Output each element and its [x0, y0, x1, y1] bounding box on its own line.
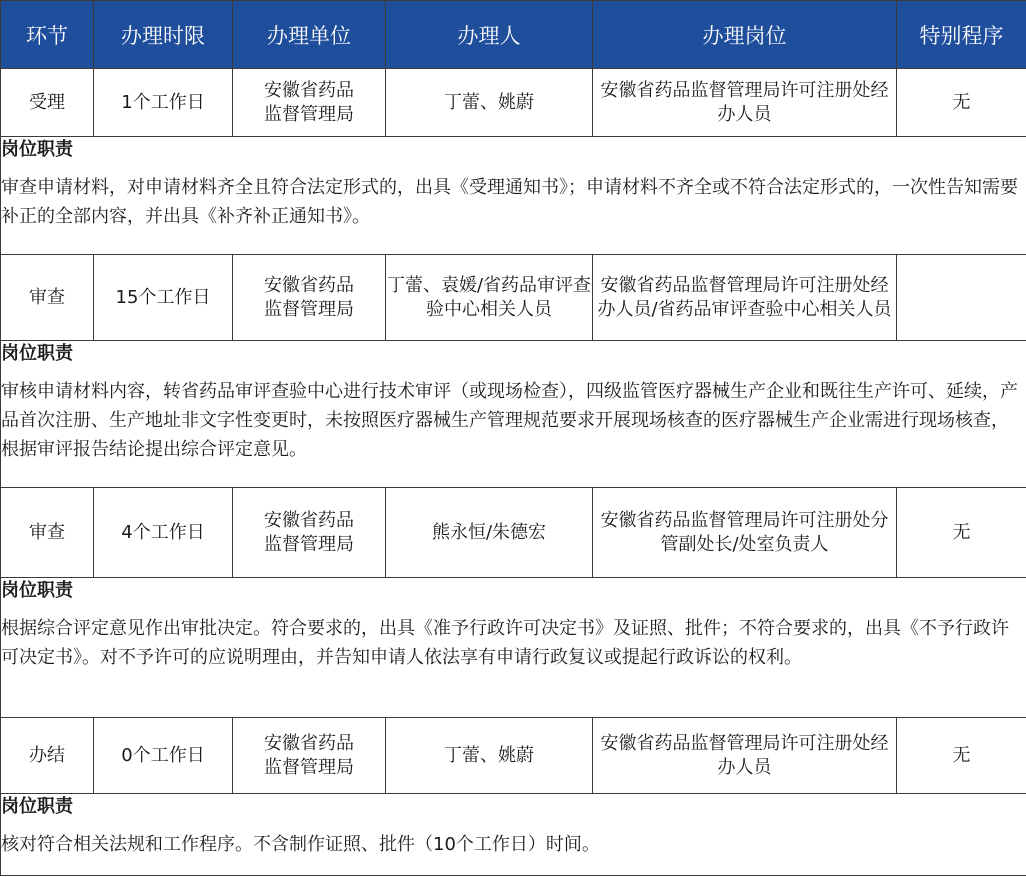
header-unit: 办理单位 [233, 1, 386, 69]
stage-cell: 审查 [1, 255, 94, 341]
time-limit-cell: 15个工作日 [94, 255, 233, 341]
unit-cell [233, 488, 386, 578]
unit-line: 监督管理局 [264, 756, 354, 778]
unit-cell [233, 718, 386, 794]
time-limit-cell: 0个工作日 [94, 718, 233, 794]
handler-cell: 熊永恒/朱德宏 [386, 488, 593, 578]
duty-cell [1, 341, 1026, 488]
handler-cell: 丁蕾、姚蔚 [386, 718, 593, 794]
duty-text: 审核申请材料内容，转省药品审评查验中心进行技术审评（或现场检查），四级监管医疗器械生产企业和既往生产许可、延续，产品首次注册、生产地址非文字性变更时，未按照医疗器械生产管理规范要求开展现场核查的医疗器械生产企业需进行现场核查，根据审评报告结论提出综合评定意见。 [1, 381, 1018, 460]
unit-line: 安徽省药品 [264, 732, 354, 754]
unit-cell [233, 255, 386, 341]
stage-cell: 受理 [1, 69, 94, 137]
unit-line: 安徽省药品 [264, 79, 354, 101]
duty-title: 岗位职责 [1, 343, 73, 364]
duty-title: 岗位职责 [1, 580, 73, 601]
stage-cell: 办结 [1, 718, 94, 794]
special-cell: 无 [897, 69, 1026, 137]
position-cell: 安徽省药品监督管理局许可注册处经办人员 [593, 69, 897, 137]
unit-cell [233, 69, 386, 137]
table-row [1, 255, 1026, 341]
duty-title: 岗位职责 [1, 796, 73, 817]
unit-line: 监督管理局 [264, 298, 354, 320]
header-position: 办理岗位 [593, 1, 897, 69]
time-limit-cell: 4个工作日 [94, 488, 233, 578]
stage-cell: 审查 [1, 488, 94, 578]
time-limit-cell: 1个工作日 [94, 69, 233, 137]
table-row [1, 718, 1026, 794]
table-row [1, 488, 1026, 578]
unit-line: 监督管理局 [264, 533, 354, 555]
special-cell: 无 [897, 488, 1026, 578]
unit-line: 安徽省药品 [264, 274, 354, 296]
position-cell: 安徽省药品监督管理局许可注册处分管副处长/处室负责人 [593, 488, 897, 578]
header-stage: 环节 [1, 1, 94, 69]
duty-row [1, 341, 1026, 488]
position-cell: 安徽省药品监督管理局许可注册处经办人员/省药品审评查验中心相关人员 [593, 255, 897, 341]
unit-line: 安徽省药品 [264, 509, 354, 531]
header-row [1, 1, 1026, 69]
handler-cell: 丁蕾、袁媛/省药品审评查验中心相关人员 [386, 255, 593, 341]
handler-cell: 丁蕾、姚蔚 [386, 69, 593, 137]
duty-cell [1, 137, 1026, 255]
header-time-limit: 办理时限 [94, 1, 233, 69]
position-cell: 安徽省药品监督管理局许可注册处经办人员 [593, 718, 897, 794]
duty-cell [1, 578, 1026, 718]
duty-row [1, 578, 1026, 718]
duty-text: 审查申请材料，对申请材料齐全且符合法定形式的，出具《受理通知书》；申请材料不齐全或不符合法定形式的，一次性告知需要补正的全部内容，并出具《补齐补正通知书》。 [1, 177, 1018, 227]
duty-text: 核对符合相关法规和工作程序。不含制作证照、批件（10个工作日）时间。 [1, 834, 600, 855]
duty-cell [1, 794, 1026, 876]
duty-title: 岗位职责 [1, 139, 73, 160]
header-handler: 办理人 [386, 1, 593, 69]
special-cell [897, 255, 1026, 341]
table-row [1, 69, 1026, 137]
unit-line: 监督管理局 [264, 103, 354, 125]
header-special: 特别程序 [897, 1, 1026, 69]
duty-row [1, 794, 1026, 876]
duty-row [1, 137, 1026, 255]
duty-text: 根据综合评定意见作出审批决定。符合要求的，出具《准予行政许可决定书》及证照、批件；不符合要求的，出具《不予行政许可决定书》。对不予许可的应说明理由，并告知申请人依法享有申请行政复议或提起行政诉讼的权利。 [1, 618, 1009, 668]
special-cell: 无 [897, 718, 1026, 794]
